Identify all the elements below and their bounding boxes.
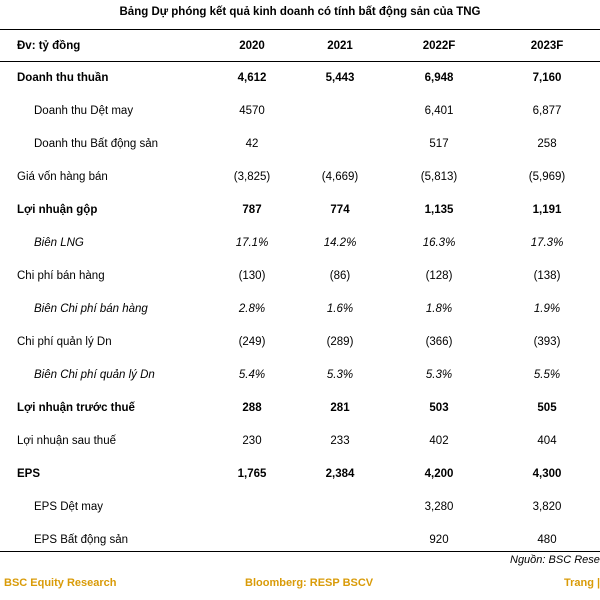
cell-value: (138) xyxy=(533,269,561,282)
cell-value: (128) xyxy=(425,269,453,282)
cell-value: 16.3% xyxy=(422,236,456,249)
cell-value: 4,200 xyxy=(424,467,454,480)
cell-value: (4,669) xyxy=(321,170,359,183)
table-title: Bảng Dự phóng kết quả kinh doanh có tính bất động sản của TNG xyxy=(119,6,481,18)
cell-value: 2,384 xyxy=(325,467,355,480)
cell-value xyxy=(208,490,296,523)
cell-value: 787 xyxy=(242,203,262,216)
cell-value: 5.3% xyxy=(425,368,453,381)
cell-value: 14.2% xyxy=(323,236,357,249)
financial-table xyxy=(0,30,600,556)
cell-value: 1.8% xyxy=(425,302,453,315)
table-row xyxy=(0,61,600,94)
table-row xyxy=(0,292,600,325)
table-row xyxy=(0,457,600,490)
table-row xyxy=(0,160,600,193)
cell-value: 1,191 xyxy=(532,203,562,216)
page-footer xyxy=(0,577,600,593)
cell-value: 3,280 xyxy=(424,500,454,513)
cell-value: 1,765 xyxy=(237,467,267,480)
cell-value: 503 xyxy=(429,401,449,414)
row-label: Chi phí bán hàng xyxy=(17,269,105,282)
row-label: EPS Dệt may xyxy=(34,500,104,513)
row-label: Lợi nhuận trước thuế xyxy=(17,401,135,414)
table-row xyxy=(0,391,600,424)
row-label: Doanh thu thuần xyxy=(17,71,109,84)
cell-value: 1.6% xyxy=(326,302,354,315)
row-label: Doanh thu Dệt may xyxy=(34,104,134,117)
cell-value: 6,401 xyxy=(424,104,454,117)
cell-value: (289) xyxy=(326,335,354,348)
footer-page-label: Trang | xyxy=(564,577,600,589)
cell-value xyxy=(296,94,384,127)
cell-value: 1.9% xyxy=(533,302,561,315)
row-label: Biên Chi phí bán hàng xyxy=(34,302,148,315)
cell-value: 42 xyxy=(245,137,259,150)
cell-value: (249) xyxy=(238,335,266,348)
cell-value: 17.3% xyxy=(530,236,564,249)
cell-value: 4,300 xyxy=(532,467,562,480)
year-header: 2021 xyxy=(327,39,353,52)
cell-value: 480 xyxy=(537,533,557,546)
cell-value: (393) xyxy=(533,335,561,348)
cell-value: 920 xyxy=(429,533,449,546)
cell-value: 2.8% xyxy=(238,302,266,315)
year-header: 2020 xyxy=(239,39,265,52)
bottom-rule xyxy=(0,551,600,552)
unit-label: Đv: tỷ đồng xyxy=(17,39,81,52)
table-row xyxy=(0,358,600,391)
footer-left-text: BSC Equity Research xyxy=(4,577,117,589)
footer-middle-text: Bloomberg: RESP BSCV xyxy=(245,577,374,589)
table-row xyxy=(0,424,600,457)
cell-value: 288 xyxy=(242,401,262,414)
row-label: Lợi nhuận gộp xyxy=(17,203,98,216)
row-label: Biên Chi phí quản lý Dn xyxy=(34,368,155,381)
cell-value: 517 xyxy=(429,137,449,150)
cell-value: 4570 xyxy=(239,104,265,117)
cell-value: (3,825) xyxy=(233,170,271,183)
row-label: Giá vốn hàng bán xyxy=(17,170,108,183)
row-label: Biên LNG xyxy=(34,236,84,249)
header-rule xyxy=(0,61,600,62)
cell-value: (366) xyxy=(425,335,453,348)
cell-value: 5,443 xyxy=(325,71,355,84)
table-row xyxy=(0,259,600,292)
row-label: Doanh thu Bất động sản xyxy=(34,137,159,150)
cell-value: 774 xyxy=(330,203,350,216)
cell-value: 505 xyxy=(537,401,557,414)
cell-value: 6,877 xyxy=(532,104,562,117)
table-row xyxy=(0,127,600,160)
row-label: Chi phí quản lý Dn xyxy=(17,335,112,348)
cell-value: 5.4% xyxy=(238,368,266,381)
cell-value: 402 xyxy=(429,434,449,447)
cell-value: 404 xyxy=(537,434,557,447)
cell-value: 17.1% xyxy=(235,236,269,249)
year-header: 2023F xyxy=(530,39,564,52)
cell-value: 281 xyxy=(330,401,350,414)
cell-value: 5.5% xyxy=(533,368,561,381)
table-row xyxy=(0,325,600,358)
cell-value: (5,813) xyxy=(420,170,458,183)
table-row xyxy=(0,94,600,127)
row-label: Lợi nhuận sau thuế xyxy=(17,434,116,447)
year-header: 2022F xyxy=(422,39,456,52)
cell-value: 1,135 xyxy=(424,203,454,216)
cell-value: 5.3% xyxy=(326,368,354,381)
cell-value: 4,612 xyxy=(237,71,267,84)
cell-value: 7,160 xyxy=(532,71,562,84)
source-note: Nguồn: BSC Rese xyxy=(510,554,600,566)
table-header-row xyxy=(0,30,600,61)
row-label: EPS xyxy=(17,467,41,480)
table-row xyxy=(0,490,600,523)
cell-value: 3,820 xyxy=(532,500,562,513)
cell-value: (5,969) xyxy=(528,170,566,183)
cell-value: 233 xyxy=(330,434,350,447)
cell-value: 258 xyxy=(537,137,557,150)
cell-value: 230 xyxy=(242,434,262,447)
cell-value xyxy=(296,490,384,523)
table-row xyxy=(0,193,600,226)
cell-value: 6,948 xyxy=(424,71,454,84)
row-label: EPS Bất động sản xyxy=(34,533,128,546)
cell-value: (86) xyxy=(329,269,351,282)
table-row xyxy=(0,226,600,259)
cell-value: (130) xyxy=(238,269,266,282)
cell-value xyxy=(296,127,384,160)
